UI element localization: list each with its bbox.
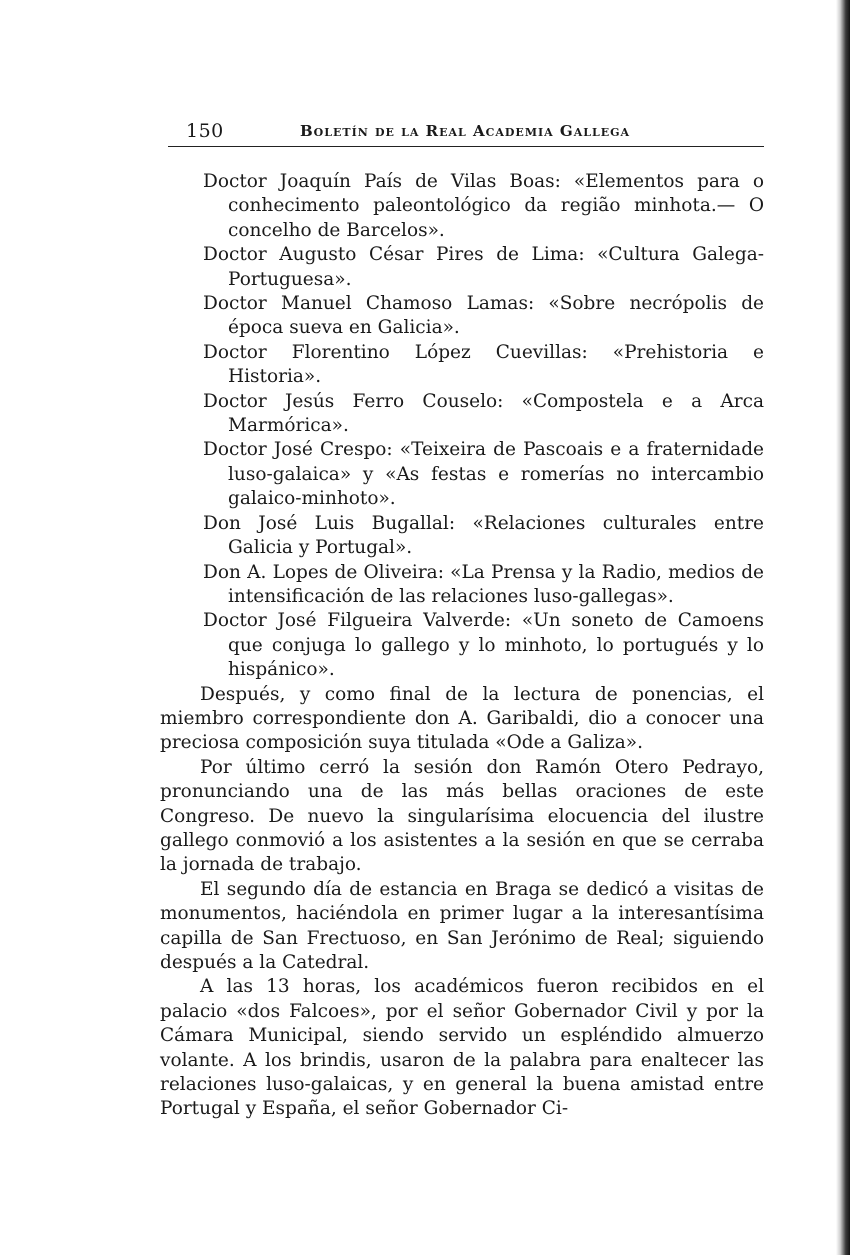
ponencia-entry: Doctor José Crespo: «Teixeira de Pascoais e a fraternidade luso-galaica» y «As festas e romerías no intercambio galaico-minhoto». — [203, 439, 764, 510]
header-rule — [168, 146, 764, 147]
ponencia-entry: Don José Luis Bugallal: «Relaciones culturales entre Galicia y Portugal». — [203, 512, 764, 559]
page-number: 150 — [186, 120, 224, 142]
ponencia-entry: Doctor Florentino López Cuevillas: «Prehistoria e Historia». — [203, 341, 764, 388]
page-body — [160, 170, 764, 1122]
ponencia-entry: Doctor Manuel Chamoso Lamas: «Sobre necrópolis de época sueva en Galicia». — [203, 293, 764, 339]
page-edge-shadow — [836, 0, 850, 1255]
running-title: Boletín de la Real Academia Gallega — [300, 122, 631, 140]
ponencia-entry: Doctor José Filgueira Valverde: «Un soneto de Camoens que conjuga lo gallego y lo minhoto, lo portugués y lo hispánico». — [203, 610, 764, 681]
body-paragraph: Después, y como final de la lectura de ponencias, el miembro correspondiente don A. Garibaldi, dio a conocer una preciosa composición suya titulada «Ode a Galiza». — [160, 683, 764, 754]
ponencia-entry: Doctor Jesús Ferro Couselo: «Compostela e a Arca Marmórica». — [203, 390, 764, 437]
body-paragraph: Por último cerró la sesión don Ramón Otero Pedrayo, pronunciando una de las más bellas oraciones de este Congreso. De nuevo la singularísima elocuencia del ilustre gallego conmovió a los asistentes a la sesión en que se cerraba la jornada de trabajo. — [160, 756, 764, 876]
body-paragraph: A las 13 horas, los académicos fueron recibidos en el palacio «dos Falcoes», por el señor Gobernador Civil y por la Cámara Municipal, siendo servido un espléndido almuerzo volante. A los brindis, usaron de la palabra para enaltecer las relaciones luso-galaicas, y en general la buena amistad entre Portugal y España, el señor Gobernador Ci- — [160, 976, 764, 1120]
page-header — [172, 120, 764, 146]
body-paragraph: El segundo día de estancia en Braga se dedicó a visitas de monumentos, haciéndola en primer lugar a la interesantísima capilla de San Frectuoso, en San Jerónimo de Real; siguiendo después a la Catedral. — [160, 878, 764, 973]
ponencia-entry: Don A. Lopes de Oliveira: «La Prensa y la Radio, medios de intensificación de las relaciones luso-gallegas». — [203, 561, 764, 607]
ponencia-entry: Doctor Augusto César Pires de Lima: «Cultura Galega-Portuguesa». — [203, 244, 764, 290]
ponencia-entry: Doctor Joaquín País de Vilas Boas: «Elementos para o conhecimento paleontológico da região minhota.— O concelho de Barcelos». — [203, 171, 764, 241]
